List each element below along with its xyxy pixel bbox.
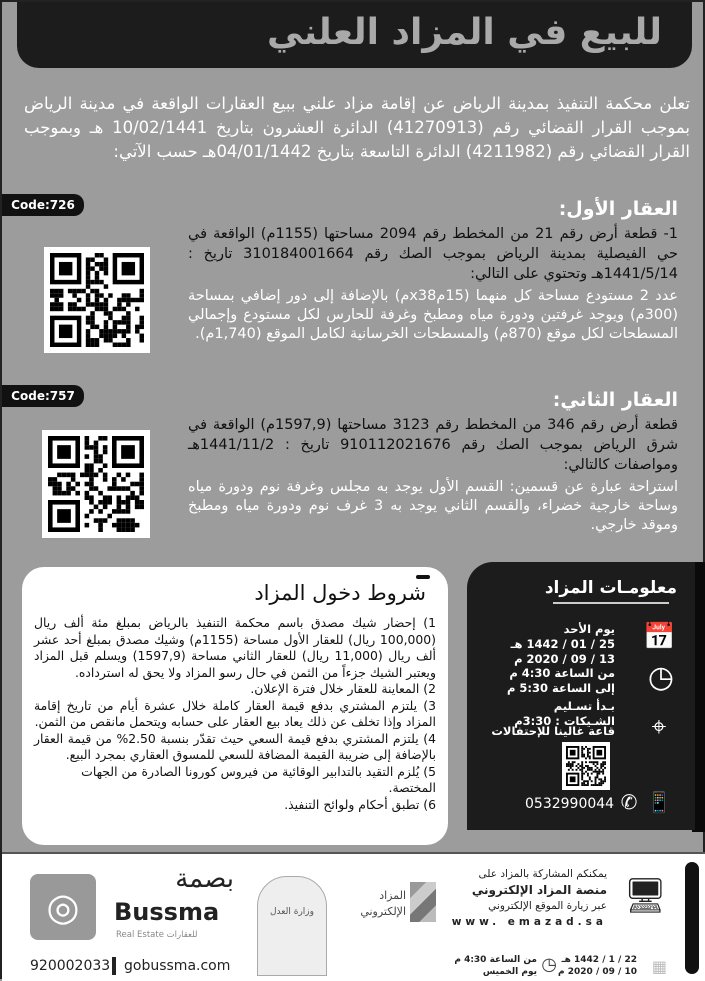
calendar-icon: 📅 [643,622,676,652]
title-banner [17,2,692,68]
bussma-phone[interactable]: 920002033 [30,958,111,974]
time: من الساعة 4:30 م [454,955,537,965]
time-to: إلى الساعة 5:30 م [506,681,615,695]
calendar-icon: ▦ [651,957,667,976]
whatsapp-icon: ✆ [620,790,638,814]
condition-item: 6) تطبق أحكام ولوائح التنفيذ. [284,796,436,812]
online-text: عبر زيارة الموقع الإلكتروني [488,900,607,912]
phone-icon: 📱 [646,790,672,814]
property-code-badge: Code:726 [2,194,84,216]
hijri-date: 22 / 1 / 1442 هـ [561,955,637,965]
cheques-time: الشـيكات : 3:30م [514,714,615,728]
property-description: قطعة أرض رقم 346 من المخطط رقم 3123 مساحتها (1597,9م) الواقعة في شرق الرياض بموجب الصك رقم 910112021676 تاريخ : 1441/11/2هـ ومواصفات كالتالي: [188,417,678,473]
date-block [511,622,615,667]
monitor-gavel-icon: 🖥 [623,876,667,916]
bussma-logo-ar: بصمة [175,864,234,894]
website-link[interactable]: www. emazad.sa [451,916,607,928]
page-title: للبيع في المزاد العلني [267,12,662,53]
conditions-panel [22,567,448,845]
online-text: يمكنكم المشاركة بالمزاد على [478,868,607,880]
property-details: استراحة عبارة عن قسمين: القسم الأول يوجد به مجلس وغرفة نوم ودورة مياه وساحة خارجية خضراء، والقسم الثاني يوجد به 3 غرف نوم ودورة مياه ومطبخ وموقد خارجي. [188,479,678,533]
bussma-website[interactable]: gobussma.com [124,958,231,974]
divider [112,957,116,975]
info-title: معلومـات المزاد [544,578,677,598]
clock-icon: ◷ [647,660,675,695]
property-details: عدد 2 مستودع مساحة كل منهما (15مx38م) بالإضافة إلى دور إضافي بمساحة (300م) ويوجد غرفتين ودورة مياه ومطبخ وغرفة للحارس لكل مستودع وإجمالي المسطحات لكل موقع (870م) والمسطحات الخرسانية لكامل الموقع (1,740م). [188,288,678,342]
condition-item: 1) إحضار شيك مصدق باسم محكمة التنفيذ بالرياض بمبلغ مئة ألف ريال (100,000 ريال) للعقار الأول مساحة (1155م) وشيك مصدق بمبلغ أحد عشر ألف ريال (11,000 ريال) للعقار الثاني مساحة (1597,9) ويسلم قبل المزاد ويعتبر الشيك جزءاً من الثمن في حال رسو المزاد ولا يحق له استرداده. [34,615,437,680]
gregorian-date: 13 / 09 / 2020 م [514,652,615,666]
footer-time [454,954,537,978]
emazad-logo: المزاد الإلكتروني [360,889,406,918]
ministry-of-justice-logo [257,876,327,976]
venue: قاعة غالينا للإحتفالات [491,724,615,738]
location-pin-icon: ⌖ [651,712,667,742]
emazad-logo-mark [410,882,436,922]
decor-bar [416,575,430,579]
footer-date [558,954,637,978]
gregorian-date: 10 / 09 / 2020 م [558,967,637,977]
logo-text: وزارة العدل [270,907,314,917]
footer [2,852,705,981]
cheques-label: بـدأ تسـليم [553,699,615,713]
condition-item: 5) يُلزم التقيد بالتدابير الوقائية من فيروس كورونا الصادرة من الجهات المختصة. [81,763,436,795]
time-from: من الساعة 4:30 م [509,666,615,680]
qr-code[interactable] [562,742,610,790]
conditions-title: شروط دخول المزاد [254,581,426,605]
bussma-logo-en: Bussma [114,898,220,926]
property-1 [188,198,678,344]
condition-item: 2) المعاينة للعقار خلال فترة الإعلان. [250,681,436,696]
property-heading: العقار الأول: [558,198,678,220]
hijri-date: 25 / 01 / 1442 هـ [510,637,615,651]
property-heading: العقار الثاني: [552,389,678,411]
decor-bar [685,862,699,974]
phone-number[interactable]: 0532990044 [525,796,615,812]
conditions-list [34,615,436,813]
divider [553,602,669,604]
property-code-badge: Code:757 [2,385,84,407]
clock-icon: ◷ [541,954,557,975]
intro-text: تعلن محكمة التنفيذ بمدينة الرياض عن إقامة مزاد علني ببيع العقارات الواقعة في مدينة الرياض بموجب القرار القضائي رقم (41270913) الدائرة العشرون بتاريخ 10/02/1441 هـ وبموجب القرار القضائي رقم (4211982) الدائرة التاسعة بتاريخ 04/01/1442هـ حسب الآتي: [24,94,690,161]
condition-item: 4) يلتزم المشتري بدفع قيمة السعي حيث تقدّر بنسبة 2.50% من قيمة العقار بالإضافة إلى ضريبة القيمة المضافة للسعي للمسوق العقاري بمجرد البيع. [34,730,436,762]
condition-item: 3) يلتزم المشتري بدفع قيمة العقار كاملة خلال عشرة أيام من تاريخ إقامة المزاد وإذا تخلف عن ذلك يعاد بيع العقار على حسابه ويتحمل مانقص من الثمن. [34,697,436,729]
auction-info-panel [467,562,695,830]
qr-code[interactable] [42,430,150,538]
fingerprint-logo-icon: ◎ [30,874,96,940]
day: يوم الخميس [482,967,537,977]
bussma-tagline: Real Estate للعقارات [116,930,198,940]
time-block [507,666,615,729]
platform-name: منصة المزاد الإلكتروني [471,883,607,897]
property-description: 1- قطعة أرض رقم 21 من المخطط رقم 2094 مساحتها (1155م) الواقعة في حي الفيصلية بمدينة الرياض بموجب الصك رقم 310184001664 تاريخ : 1441/5/14هـ وتحتوي على التالي: [188,226,678,282]
qr-code[interactable] [44,247,150,353]
property-2 [188,389,678,535]
day: يوم الأحد [563,622,615,636]
online-info [452,866,607,930]
